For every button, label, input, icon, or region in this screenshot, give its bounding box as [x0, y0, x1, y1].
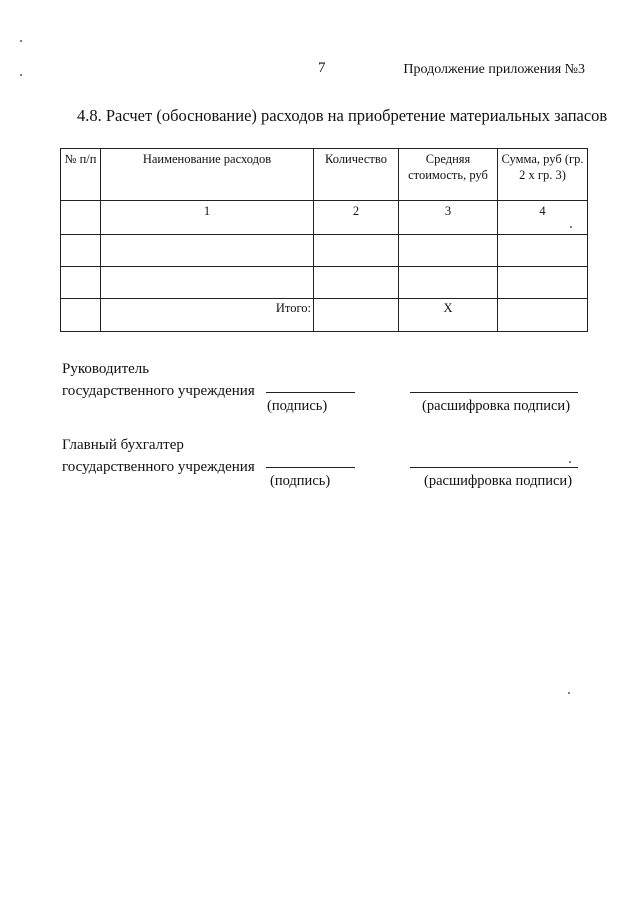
column-number-cell: 3: [399, 201, 498, 235]
table-cell: [498, 235, 588, 267]
accountant-signature-line: [266, 467, 355, 468]
table-header-row: [61, 149, 588, 201]
column-header-expense-name: Наименование расходов: [101, 149, 314, 201]
table-cell: [399, 235, 498, 267]
column-header-number: № п/п: [61, 149, 101, 201]
table-cell: [61, 267, 101, 299]
page-number: 7: [318, 60, 326, 76]
scan-speck: [569, 461, 571, 463]
accountant-decoding-caption: (расшифровка подписи): [424, 473, 573, 489]
table-cell: [101, 267, 314, 299]
accountant-signature-label: [62, 434, 255, 478]
accountant-decoding-line: [410, 467, 578, 468]
table-cell: [314, 267, 399, 299]
table-cell: [498, 267, 588, 299]
column-header-quantity: Количество: [314, 149, 399, 201]
scan-speck: [568, 692, 570, 694]
total-avg-cost-cell: X: [399, 299, 498, 332]
column-number-cell: [61, 201, 101, 235]
table-cell: [61, 235, 101, 267]
scan-speck: [20, 74, 22, 76]
column-header-sum: Сумма, руб (гр. 2 х гр. 3): [498, 149, 588, 201]
table-row: [61, 235, 588, 267]
head-signature-caption: (подпись): [267, 398, 328, 414]
table-cell: [314, 235, 399, 267]
scan-speck: [20, 40, 22, 42]
column-number-cell: 2: [314, 201, 399, 235]
column-number-cell: 4: [498, 201, 588, 235]
table-cell: [101, 235, 314, 267]
head-decoding-caption: (расшифровка подписи): [422, 398, 571, 414]
total-sum-cell: [498, 299, 588, 332]
head-title-line1: Руководитель: [62, 361, 150, 377]
table-cell: [399, 267, 498, 299]
section-title: 4.8. Расчет (обоснование) расходов на приобретение материальных запасов: [77, 106, 608, 125]
accountant-title-line1: Главный бухгалтер: [62, 437, 184, 453]
total-label: Итого:: [101, 299, 314, 332]
head-signature-label: [62, 358, 255, 402]
head-title-line2: государственного учреждения: [62, 383, 255, 399]
appendix-note: Продолжение приложения №3: [403, 62, 585, 77]
column-number-cell: 1: [101, 201, 314, 235]
table-row: [61, 267, 588, 299]
column-number-row: [61, 201, 588, 235]
head-decoding-line: [410, 392, 578, 393]
total-quantity-cell: [314, 299, 399, 332]
total-row: [61, 299, 588, 332]
accountant-title-line2: государственного учреждения: [62, 459, 255, 475]
column-header-avg-cost: Средняя стоимость, руб: [399, 149, 498, 201]
accountant-signature-caption: (подпись): [270, 473, 331, 489]
table-cell: [61, 299, 101, 332]
expenses-table: [60, 148, 588, 332]
head-signature-line: [266, 392, 355, 393]
